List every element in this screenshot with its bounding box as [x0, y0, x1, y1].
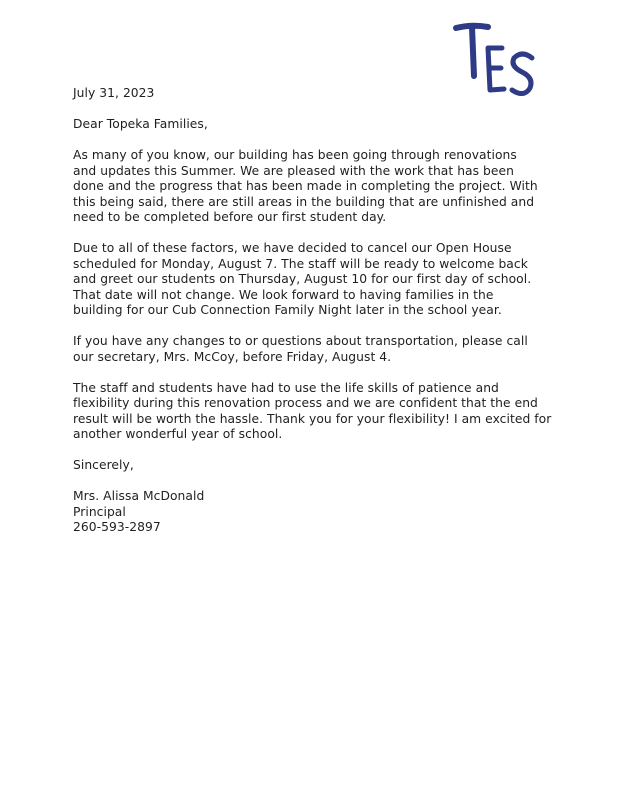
- paragraph-line: flexibility during this renovation process and we are confident that the end: [73, 396, 538, 410]
- letter-date: July 31, 2023: [73, 86, 155, 100]
- logo-letter-t: [456, 26, 488, 76]
- paragraph-line: building for our Cub Connection Family Night later in the school year.: [73, 303, 502, 317]
- paragraph-transportation: [73, 334, 563, 365]
- paragraph-renovations: [73, 148, 563, 226]
- paragraph-line: this being said, there are still areas in the building that are unfinished and: [73, 194, 535, 209]
- paragraph-line: another wonderful year of school.: [73, 427, 283, 441]
- signature-name: Mrs. Alissa McDonald: [73, 489, 205, 503]
- paragraph-line: and updates this Summer. We are pleased with the work that has been: [73, 163, 514, 178]
- paragraph-open-house: [73, 241, 563, 319]
- signature-title: Principal: [73, 504, 126, 519]
- signature-block: [73, 489, 563, 536]
- letter-closing: Sincerely,: [73, 458, 134, 472]
- paragraph-flexibility: [73, 381, 563, 443]
- paragraph-line: As many of you know, our building has been going through renovations: [73, 148, 517, 162]
- paragraph-line: That date will not change. We look forward to having families in the: [73, 287, 494, 302]
- paragraph-line: need to be completed before our first student day.: [73, 210, 387, 224]
- letter-body: [73, 86, 563, 536]
- paragraph-line: and greet our students on Thursday, August 10 for our first day of school.: [73, 272, 532, 286]
- paragraph-line: our secretary, Mrs. McCoy, before Friday, August 4.: [73, 349, 392, 364]
- paragraph-line: Due to all of these factors, we have decided to cancel our Open House: [73, 241, 512, 255]
- paragraph-line: The staff and students have had to use the life skills of patience and: [73, 380, 499, 395]
- paragraph-line: result will be worth the hassle. Thank you for your flexibility! I am excited for: [73, 411, 552, 426]
- paragraph-line: done and the progress that has been made in completing the project. With: [73, 179, 538, 193]
- logo-letter-e: [488, 48, 504, 90]
- signature-phone: 260-593-2897: [73, 520, 161, 534]
- letter-salutation: Dear Topeka Families,: [73, 117, 208, 131]
- paragraph-line: scheduled for Monday, August 7. The staff will be ready to welcome back: [73, 256, 528, 271]
- paragraph-line: If you have any changes to or questions about transportation, please call: [73, 334, 528, 348]
